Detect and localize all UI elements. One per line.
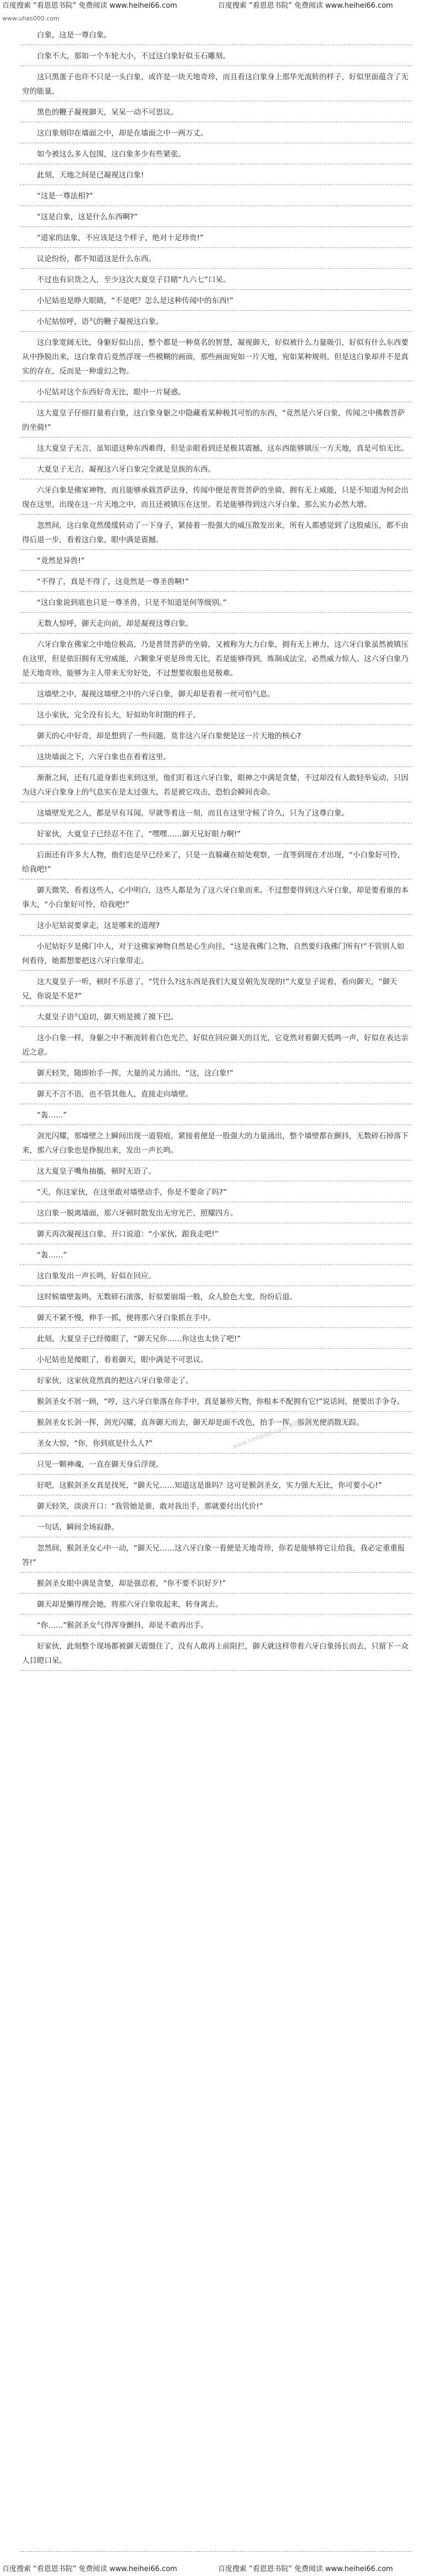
- paragraph: 不过也有识货之人，至少这次大夏皇子目睹“九六七”口呆。: [20, 269, 412, 290]
- footer-promo-left: 百度搜索 “看恩恩书院” 免费阅读 www.heihei66.com: [2, 2565, 177, 2573]
- paragraph: 忽然间，猴剑圣女心中一动，“御天兄……这六牙白象一看便是天地奇珍，你若是能够将它让给我，我必定重重报答!”: [20, 1537, 412, 1573]
- paragraph: 这小白象一样，身躯之中不断流转着白色光芒，好似在回应御天的目光，它竟然对着御天低鸣一声，好似在表达亲近之意。: [20, 1027, 412, 1062]
- paragraph: 这大夏皇子无言，虽知道这种东西难得，但是亲眼看到还是极其震撼，这东西能够镇压一方天地，真是可怕无比。: [20, 438, 412, 458]
- paragraph: 小尼姑好歹是佛门中人，对于这佛家神物自然是心生向往，“这是我佛门之物，自然要归我佛门所有!”不管别人如何看待，她都想要把这六牙白象带走。: [20, 936, 412, 971]
- paragraph: 好家伙，此刻整个现场都被御天震慑住了，没有人敢再上前阻拦，御天就这样带着六牙白象扬长而去，只留下一众人目瞪口呆。: [20, 1635, 412, 1671]
- paragraph: “你……”猴剑圣女气得浑身颤抖，却是不敢再出手。: [20, 1614, 412, 1635]
- paragraph: 大夏皇子无言，凝视这六牙白象完全就是皇族的东西。: [20, 458, 412, 479]
- paragraph: 剑光闪耀，那墙壁之上瞬间出现一道裂痕，紧接着便是一股强大的力量涌出，整个墙壁都在颤抖，无数碎石掉落下来，那六牙白象也是挣脱出来，发出一声长鸣。: [20, 1125, 412, 1160]
- bottom-divider: [20, 2551, 412, 2552]
- paragraph: 小尼姑惊呼，语气的鞭子凝视这白象。: [20, 311, 412, 332]
- paragraph: “天，你这家伙，在这里敢对墙壁动手，你是不要命了吗?”: [20, 1181, 412, 1202]
- paragraph: 这时候墙壁轰鸣，无数碎石滚落，好似要崩塌一般，众人脸色大变，纷纷后退。: [20, 1286, 412, 1307]
- paragraph: 六牙白象是佛家神物，而且能够承载菩萨法身，传闻中便是普贤菩萨的坐骑，拥有无上威能，只是不知道为何会出现在这里，出现在这一片天地之中，而且还被镇压在这里。若是能够得到这六牙白象，那么实力必然大增。: [20, 479, 412, 515]
- paragraph: 这白象宽阔无比，身躯好似山岳，整个都是一种莫名的智慧，凝视御天，好似被什么力量吸引，好似有什么东西要从中挣脱出来，这白象背后竟然浮现一些模糊的画面，那些画面宛如一片天地，宛如某种规则。但是这白象却并不是真实的存在，反而是一种虚幻之物。: [20, 332, 412, 381]
- paragraph: 御天的心中好奇，却是想到了一些问题，莫非这六牙白象便是这一片天地的核心?: [20, 725, 412, 746]
- paragraph: 渐渐之间，还有几道身影也来到这里，他们盯着这六牙白象，眼神之中满是贪婪，不过却没有人敢轻举妄动，只因为这六牙白象身上的气息实在是太过强大，若是被它攻击，恐怕会瞬间丧命。: [20, 767, 412, 802]
- paragraph: 这只黑蛋子也许不只是一头白象，或许是一块天地奇珍，而且看这白象身上那华光流转的样子，好似里面蕴含了无穷的能量。: [20, 66, 412, 101]
- paragraph: 小尼姑也是睁大眼睛，“不是吧？怎么是这种传闻中的东西!”: [20, 290, 412, 311]
- header-promo-right: 百度搜索 “看恩恩书院” 免费阅读 www.heihei66.com: [218, 2, 393, 10]
- paragraph: 此刻，大夏皇子已经傻眼了，“御天兄你……你这也太快了吧!”: [20, 1328, 412, 1349]
- paragraph: 御天轻笑，淡淡开口：“我管她是谁，敢对我出手，那就要付出代价!”: [20, 1495, 412, 1516]
- paragraph: 御天不言不语，也不管其他人，直接走向墙壁。: [20, 1083, 412, 1104]
- paragraph: 一句话，瞬间全场寂静。: [20, 1516, 412, 1537]
- paragraph: 这白象刻印在墙面之中，却是在墙面之中一两万丈。: [20, 122, 412, 143]
- paragraph: 这大夏皇子仔细打量着白象，这白象身躯之中隐藏着某种极其可怕的东西，“竟然是六牙白象，传闻之中佛教菩萨的坐骑!”: [20, 402, 412, 438]
- paragraph: 这白象发出一声长鸣，好似在回应。: [20, 1265, 412, 1286]
- paragraph: “竟然是异兽!”: [20, 550, 412, 571]
- paragraph: “轰……”: [20, 1104, 412, 1125]
- paragraph: 这小尼姑说要拿走，这是哪来的道理?: [20, 915, 412, 936]
- paragraph: 好家伙，大夏皇子已经忍不住了，“嘿嘿……御天兄好眼力啊!”: [20, 823, 412, 844]
- paragraph: 忽然间，这白象竟然缓缓转动了一下身子，紧接着一股强大的威压散发出来，所有人都感觉到了这股威压，都不由得后退一步，看着这白象，眼中满是震撼。: [20, 515, 412, 550]
- paragraph: 只见一颗神魂，一直在御天身后浮现。: [20, 1454, 412, 1475]
- paragraph: “这是一尊法相?”: [20, 185, 412, 206]
- paragraph: 好家伙，这家伙竟然真的把这六牙白象带走了。: [20, 1370, 412, 1391]
- paragraph: “轰……”: [20, 1244, 412, 1265]
- paragraph: “这是白象，这是什么东西啊?”: [20, 206, 412, 227]
- paragraph: 这大夏皇子一听，顿时不乐意了，“凭什么?这东西是我们大夏皇朝先发现的!”大夏皇子说着，看向御天，“御天兄，你说是不是?”: [20, 971, 412, 1006]
- paragraph: 白象不大，那如一个车轮大小，不过这白象好似玉石雕刻。: [20, 45, 412, 66]
- paragraph: “不得了，真是不得了，这竟然是一尊圣兽啊!”: [20, 571, 412, 592]
- paragraph: 后面还有许多大人物，他们也是早已经来了，只是一直躲藏在暗处观察，一直等到现在才出现，“小白象好可怜，给我吧!”: [20, 844, 412, 879]
- paragraph: 黑色的鞭子凝视御天，呆呆一动不可思议。: [20, 101, 412, 122]
- footer-bar: [0, 2563, 431, 2575]
- paragraph: 猴剑圣女长剑一挥，剑光闪耀，直奔御天而去，御天却是面不改色，抬手一挥，那剑光便消散无踪。: [20, 1412, 412, 1433]
- paragraph: 议论纷纷，都不知道这是什么东西。: [20, 248, 412, 269]
- paragraph: 这大夏皇子嘴角抽搐，顿时无语了。: [20, 1160, 412, 1181]
- paragraph: 这块墙面之下，六牙白象也在看着这里。: [20, 746, 412, 767]
- paragraph: 这白象一脱离墙面，那六牙顿时散发出无穷光芒，照耀四方。: [20, 1202, 412, 1223]
- paragraph: 小尼姑对这个东西好奇无比，眼中一片疑惑。: [20, 381, 412, 402]
- chapter-body: [20, 24, 412, 1671]
- paragraph: 此刻，天地之间是已凝视这白象!: [20, 164, 412, 185]
- paragraph: 这小家伙，完全没有长大，好似幼年时期的样子。: [20, 704, 412, 725]
- paragraph: 大夏皇子语气迫切，御天则是摸了摸下巴。: [20, 1006, 412, 1027]
- paragraph: 六牙白象在佛家之中地位极高，乃是普贤菩萨的坐骑，又被称为大力白象，拥有无上神力，这六牙白象虽然被镇压在这里，但是依旧拥有无穷威能，六颗象牙更是珍贵无比，若是能够得到，炼制成法宝，必然威力惊人。这六牙白象乃是天地奇珍，能够为主人带来无穷好处，不过想要收服也是极难。: [20, 634, 412, 683]
- footer-promo-right: 百度搜索 “看恩恩书院” 免费阅读 www.heihei66.com: [218, 2565, 393, 2573]
- header-promo-left: 百度搜索 “看恩恩书院” 免费阅读 www.heihei66.com: [2, 2, 177, 10]
- paragraph: 好吧，这猴剑圣女真是找死，“御天兄……知道这是谁吗？这可是猴剑圣女，实力强大无比，你可要小心!”: [20, 1475, 412, 1495]
- paragraph: 白象，这是一尊白象。: [20, 24, 412, 45]
- paragraph: 这墙壁发光之人，都是早有耳闻，早就等着这一刻，而且在这里守候了许久，只为了这尊白象。: [20, 802, 412, 823]
- paragraph: 如今被这么多人包围，这白象多少有些紧张。: [20, 143, 412, 164]
- paragraph: 御天却是懒得理会她，将那六牙白象收起来，转身离去。: [20, 1594, 412, 1614]
- site-url: www.uhas000.com: [2, 15, 59, 22]
- paragraph: 御天微笑，看着这些人，心中明白，这些人都是为了这六牙白象而来。不过想要得到这六牙白象，却是要看谁的本事大，“小白象好可怜，给我吧!”: [20, 879, 412, 915]
- paragraph: 御天再次凝视这白象，开口说道：“小家伙，跟我走吧!”: [20, 1223, 412, 1244]
- paragraph: “道家的法象，不应该是这个样子，绝对十足珍贵!”: [20, 227, 412, 248]
- paragraph: 猴剑圣女不屑一顾，“哼，这六牙白象落在你手中，真是暴殄天物，你根本不配拥有它!”说话间，便要出手争夺。: [20, 1391, 412, 1412]
- paragraph: 圣女大惊，“你，你到底是什么人?”: [20, 1433, 412, 1454]
- paragraph: 御天轻笑，随即抬手一挥，大量的灵力涌出，“这，这白象!”: [20, 1062, 412, 1083]
- paragraph: 无数人惊呼，御天走向前，却是凝视这尊白象。: [20, 613, 412, 634]
- paragraph: 这墙壁之中，凝视这墙壁之中的六牙白象，御天却是看着一丝可怕气息。: [20, 683, 412, 704]
- watermark: www.heihei66.com 黑嘿书院: [231, 1415, 313, 1451]
- paragraph: 御天不紧不慢，伸手一抓，便将那六牙白象抓在手中。: [20, 1307, 412, 1328]
- paragraph: 小尼姑也是傻眼了，看着御天，眼中满是不可思议。: [20, 1349, 412, 1370]
- header-bar: [0, 0, 431, 12]
- paragraph: 猴剑圣女眼中满是贪婪，却是强忍着，“你不要不识好歹!”: [20, 1573, 412, 1594]
- paragraph: “这白象说到底也只是一尊圣兽，只是不知道是何等级别。”: [20, 592, 412, 613]
